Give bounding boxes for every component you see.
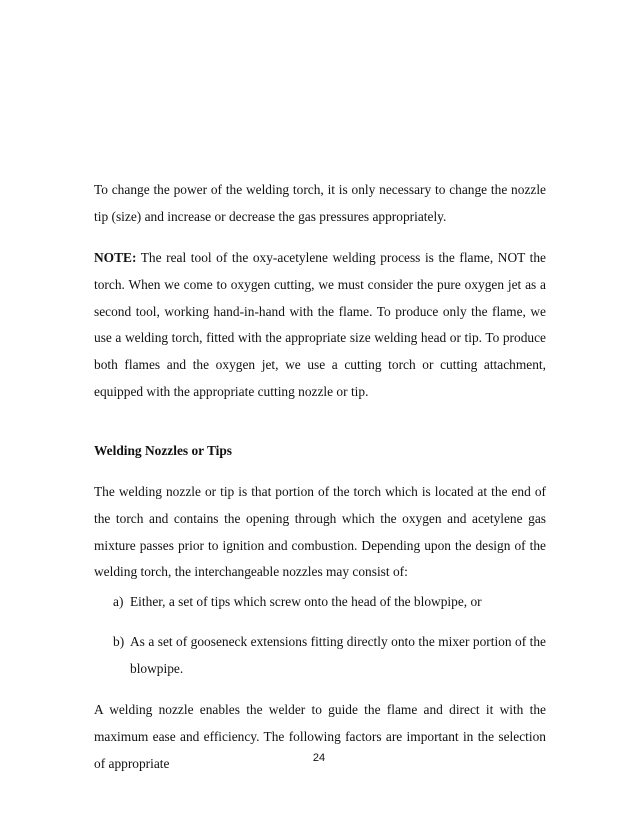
list-marker: a) [113,594,124,609]
section-heading: Welding Nozzles or Tips [94,443,233,458]
list-item [94,629,546,683]
paragraph-text: A welding nozzle enables the welder to guide the flame and direct it with the maximum ease and efficiency. The following factors are important in the selection of appropriate [94,702,546,771]
list-marker: b) [113,634,125,649]
paragraph-nozzle-description [94,479,546,586]
list-item [94,589,546,616]
page-number: 24 [312,752,326,764]
paragraph-nozzle-power [94,177,546,231]
note-text: The real tool of the oxy-acetylene welding process is the flame, NOT the torch. When we come to oxygen cutting, we must consider the pure oxygen jet as a second tool, working hand-in-hand with the flame. To produce only the flame, we use a welding torch, fitted with the appropriate size welding head or tip. To produce both flames and the oxygen jet, we use a cutting torch or cutting attachment, equipped with the appropriate cutting nozzle or tip. [94,250,546,399]
paragraph-text: To change the power of the welding torch, it is only necessary to change the nozzle tip (size) and increase or decrease the gas pressures appropriately. [94,182,546,224]
paragraph-note [94,245,546,406]
paragraph-nozzle-selection [94,697,546,777]
paragraph-text: The welding nozzle or tip is that portion of the torch which is located at the end of the torch and contains the opening through which the oxygen and acetylene gas mixture passes prior to ignition and combustion. Depending upon the design of the welding torch, the interchangeable nozzles may consist of: [94,484,546,580]
note-label: NOTE: [94,250,137,265]
list-item-text: As a set of gooseneck extensions fitting directly onto the mixer portion of the blowpipe. [130,634,546,676]
list-item-text: Either, a set of tips which screw onto the head of the blowpipe, or [130,594,482,609]
